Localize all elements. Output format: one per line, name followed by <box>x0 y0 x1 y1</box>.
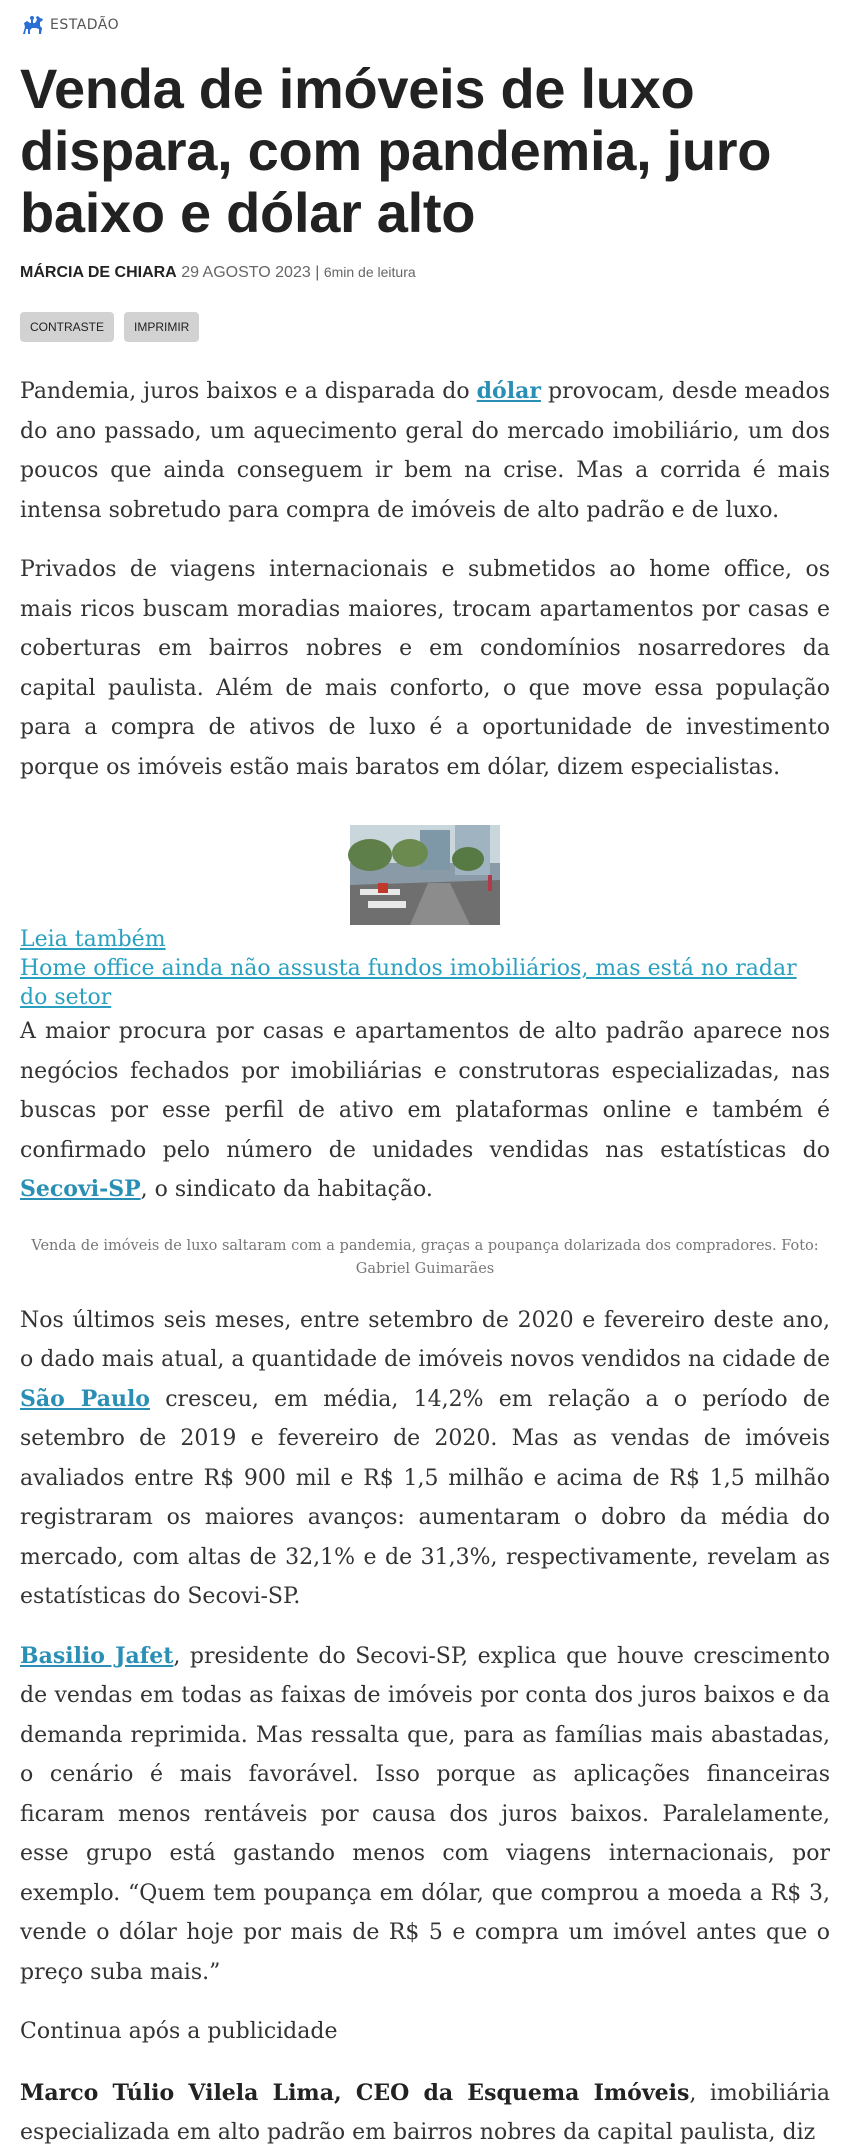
contrast-button[interactable]: CONTRASTE <box>20 312 114 342</box>
article-headline: Venda de imóveis de luxo dispara, com pandemia, juro baixo e dólar alto <box>20 57 772 244</box>
publish-date: 29 AGOSTO 2023 <box>181 264 311 281</box>
body-paragraph-3 <box>20 1012 830 1210</box>
paragraph-text: , presidente do Secovi-SP, explica que houve crescimento de vendas em todas as faixas de imóveis por conta dos juros baixos e da demanda reprimida. Mas ressalta que, para as famílias mais abastadas, o cenário é mais favorável. Isso porque as aplicações financeiras ficaram menos rentáveis por causa dos juros baixos. Paralelamente, esse grupo está gastando menos com viagens internacionais, por exemplo. “Quem tem poupança em dólar, que comprou a moeda a R$ 3, vende o dólar hoje por mais de R$ 5 e compra um imóvel antes que o preço suba mais.” <box>20 1643 830 1985</box>
dolar-link[interactable]: dólar <box>476 378 541 404</box>
image-caption: Venda de imóveis de luxo saltaram com a pandemia, graças a poupança dolarizada dos compradores. Foto: Gabriel Guimarães <box>31 1237 819 1277</box>
body-paragraph-2: Privados de viagens internacionais e submetidos ao home office, os mais ricos buscam moradias maiores, trocam apartamentos por casas e coberturas em bairros nobres e em condomínios nosarredores da capital paulista. Além de mais conforto, o que move essa população para a compra de ativos de luxo é a oportunidade de investimento porque os imóveis estão mais baratos em dólar, dizem especialistas. <box>20 557 830 780</box>
read-also-label[interactable] <box>20 925 830 954</box>
paragraph-text: provocam, desde meados do ano passado, um aquecimento geral do mercado imobiliário, um dos poucos que ainda conseguem ir bem na crise. Mas a corrida é mais intensa sobretudo para compra de imóveis de alto padrão e de luxo. <box>20 379 830 523</box>
read-also-link[interactable]: Leia também <box>20 927 166 952</box>
paragraph-text: , imobiliária especializada em alto padrão em bairros nobres da capital paulista, diz <box>20 2080 830 2145</box>
secovi-link[interactable]: Secovi-SP <box>20 1176 141 1202</box>
body-paragraph-1 <box>20 372 830 530</box>
paragraph-text: Nos últimos seis meses, entre setembro de 2020 e fevereiro deste ano, o dado mais atual, a quantidade de imóveis novos vendidos na cidade de <box>20 1307 830 1372</box>
body-paragraph-6 <box>20 2074 830 2153</box>
quoted-person: Marco Túlio Vilela Lima, CEO da Esquema Imóveis <box>20 2079 690 2106</box>
body-paragraph-4 <box>20 1301 830 1617</box>
paragraph-text: cresceu, em média, 14,2% em relação a o período de setembro de 2019 e fevereiro de 2020. Mas as vendas de imóveis avaliados entre R$ 900 mil e R$ 1,5 milhão e acima de R$ 1,5 milhão registraram os maiores avanços: aumentaram o dobro da média do mercado, com altas de 32,1% e de 31,3%, respectivamente, revelam as estatísticas do Secovi-SP. <box>20 1386 831 1609</box>
brand-name: ESTADÃO <box>50 17 120 33</box>
article-tools <box>20 312 830 342</box>
sao-paulo-link[interactable]: São Paulo <box>20 1385 150 1412</box>
brand-header[interactable] <box>20 0 830 50</box>
ad-continue-note: Continua após a publicidade <box>20 2019 338 2044</box>
byline <box>20 264 830 282</box>
byline-separator: | <box>315 264 320 281</box>
print-button[interactable]: IMPRIMIR <box>124 312 199 342</box>
read-time: 6min de leitura <box>323 264 416 280</box>
author-name[interactable]: MÁRCIA DE CHIARA <box>20 264 177 281</box>
related-article-thumbnail[interactable] <box>350 825 500 925</box>
paragraph-text: A maior procura por casas e apartamentos de alto padrão aparece nos negócios fechados por imobiliárias e construtoras especializadas, nas buscas por esse perfil de ativo em plataformas online e também é confirmado pelo número de unidades vendidas nas estatísticas do <box>20 1019 830 1163</box>
paragraph-text: Pandemia, juros baixos e a disparada do <box>20 379 477 404</box>
body-paragraph-5 <box>20 1637 830 1993</box>
basilio-jafet-link[interactable]: Basilio Jafet <box>20 1642 174 1669</box>
related-article[interactable] <box>20 954 830 1012</box>
paragraph-text: , o sindicato da habitação. <box>140 1177 433 1202</box>
horse-rider-icon <box>20 14 46 36</box>
related-article-link[interactable]: Home office ainda não assusta fundos imobiliários, mas está no radar do setor <box>20 956 797 1010</box>
